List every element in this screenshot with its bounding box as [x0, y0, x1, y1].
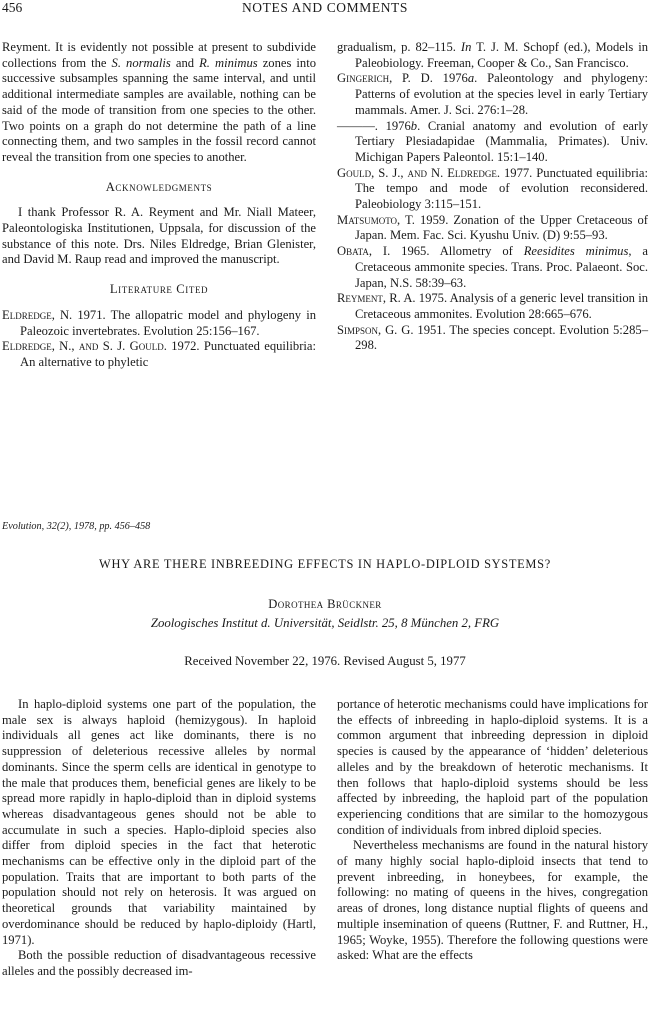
text-run: Reyment. It is evidently not possible at present to subdivide collections from the [2, 40, 316, 70]
text-run: , I. 1965. Allometry of [368, 244, 524, 259]
reference-list-right [337, 40, 648, 354]
reference-entry [337, 323, 648, 354]
body-left-column [2, 697, 316, 980]
author-name: Gould [129, 339, 164, 354]
author-name: and [407, 165, 427, 180]
text-run: and [170, 55, 200, 70]
text-run: S. J. [98, 339, 130, 354]
italic-text: a [467, 71, 475, 86]
text-run: , S. J., [371, 165, 408, 180]
reference-entry [337, 71, 648, 118]
article-author: Dorothea Brückner [268, 597, 382, 611]
italic-text: Reesidites minimus [523, 244, 629, 259]
text-run: . 1977. Punctuated equilibria: The tempo and mode of evolution reconsidered. Paleobiology 3:115–151. [355, 165, 648, 212]
italic-text: R. minimus [199, 55, 258, 70]
reference-entry [337, 40, 648, 71]
text-run: , R. A. 1975. Analysis of a generic level transition in Cretaceous ammonites. Evolution 28:665–676. [355, 291, 648, 321]
literature-cited-heading: Literature Cited [109, 282, 209, 297]
text-run: zones into successive subsamples spanning the same interval, and until additional intermediate samples are available, nothing can be said of the mode of transition from one species to the other. Two points on a graph do not determine the path of a line connecting them, and two samples in the fossil record cannot reveal the transition from one species to another. [2, 55, 316, 164]
reference-entry [2, 308, 316, 339]
text-run: N. [427, 165, 448, 180]
body-paragraph-3: Nevertheless mechanisms are found in the natural history of many highly social haplo-diploid insects that tend to prevent inbreeding, in honeybees, for example, the following: no mating of queens in the hives, congregation areas of drones, long distance nuptial flights of queens and multiple insemination of queens (Ruttner, F. and Ruttner, H., 1965; Woyke, 1955). Therefore the following questions were asked: What are the effects [337, 838, 648, 963]
reference-entry [337, 213, 648, 244]
reference-entry [337, 291, 648, 322]
article-title: WHY ARE THERE INBREEDING EFFECTS IN HAPLO-DIPLOID SYSTEMS? [99, 557, 551, 571]
text-run: . Paleontology and phylogeny: Patterns of evolution at the species level in early Tertiary mammals. Amer. J. Sci. 276:1–28. [355, 71, 649, 117]
acknowledgments-text: I thank Professor R. A. Reyment and Mr. Niall Mateer, Paleontologiska Institutionen, Uppsala, for discussion of the substance of this note. Drs. Niles Eldredge, Brian Glenister, and David M. Raup read and improved the manuscript. [2, 205, 316, 267]
top-left-column [2, 40, 316, 371]
text-run: T. J. M. Schopf (ed.), Models in Paleobiology. Freeman, Cooper & Co., San Francisco. [355, 40, 648, 70]
text-run: , G. G. 1951. The species concept. Evolution 5:285–298. [355, 322, 648, 353]
running-head: NOTES AND COMMENTS [241, 0, 409, 15]
reference-entry [337, 244, 648, 291]
author-name: Eldredge [447, 165, 497, 180]
text-run: , N. 1971. The allopatric model and phylogeny in Paleozoic invertebrates. Evolution 25:156–167. [20, 307, 316, 338]
body-paragraph-1: In haplo-diploid systems one part of the population, the male sex is always haploid (hemizygous). In haploid individuals all genes act like dominants, there is no suppression of deleterious recessive alleles by normal dominants. Since the sperm cells are identical in genotype to the male that produces them, beneficial genes are likely to be spread more rapidly in haplo-diploid than in diploid systems whereas disadvantageous genes should not be able to accumulate in such a species. Haplo-diploid species also differ from diploid species in the fact that heterotic mechanisms can be effective only in the diploid part of the population. Traits that are important to both parts of the population should not rely on heterosis. It was argued on theoretical grounds that variability maintained by overdominance should be reduced by haplo-diploidy (Hartl, 1971). [2, 697, 316, 947]
author-name: Matsumoto [337, 212, 398, 227]
author-name: and [78, 339, 99, 354]
italic-text: In [460, 40, 472, 54]
article-affiliation: Zoologisches Institut d. Universität, Seidlstr. 25, 8 München 2, FRG [150, 616, 500, 630]
text-run: , N., [51, 339, 79, 354]
author-name: Eldredge [2, 339, 52, 354]
body-paragraph-continued: portance of heterotic mechanisms could have implications for the effects of inbreeding in haplo-diploid systems. It is a common argument that inbreeding depression in diploid species is caused by the appearance of ‘hidden’ deleterious alleles and by the breakdown of heterotic mechanisms. It then follows that haplo-diploid systems should be less affected by inbreeding, the haploid part of the population experiencing conditions that are similar to the homozygous condition of individuals from inbred diploid species. [337, 697, 648, 837]
text-run: . 1972. Punctuated equilibria: An alternative to phyletic [20, 339, 316, 369]
page-header [0, 0, 650, 20]
body-right-column [337, 697, 648, 964]
article-received-dates: Received November 22, 1976. Revised August 5, 1977 [184, 654, 466, 668]
body-paragraph-2: Both the possible reduction of disadvantageous recessive alleles and the possibly decreased im- [2, 948, 316, 978]
reference-entry [337, 119, 648, 166]
author-name: Gould [337, 165, 372, 180]
acknowledgments-heading: Acknowledgments [105, 179, 213, 194]
page-number: 456 [2, 0, 23, 15]
author-name: Reyment [337, 291, 383, 306]
author-name: Obata [337, 244, 369, 259]
reference-entry [2, 339, 316, 370]
author-name: Simpson [337, 322, 379, 337]
text-run: , P. D. 1976 [389, 71, 468, 86]
author-name: Gingerich [337, 71, 390, 86]
text-run: , a Cretaceous ammonite species. Trans. Proc. Palaeont. Soc. Japan, N.S. 58:39–63. [355, 244, 649, 290]
reference-entry [337, 166, 648, 213]
text-run: ———. 1976 [337, 118, 411, 133]
reference-list-left [2, 308, 316, 371]
italic-text: S. normalis [111, 55, 171, 70]
text-run: , T. 1959. Zonation of the Upper Cretaceous of Japan. Mem. Fac. Sci. Kyushu Univ. (D) 9:55–93. [355, 212, 648, 243]
author-name: Eldredge [2, 307, 52, 322]
text-run: . Cranial anatomy and evolution of early Tertiary Plesiadapidae (Mammalia, Primates). Univ. Michigan Papers Paleontol. 15:1–140. [355, 118, 649, 164]
closing-paragraph [2, 40, 316, 166]
journal-citation-line: Evolution, 32(2), 1978, pp. 456–458 [2, 521, 151, 532]
italic-text: b [410, 118, 418, 133]
top-right-column [337, 40, 648, 354]
text-run: gradualism, p. 82–115. [337, 40, 461, 54]
